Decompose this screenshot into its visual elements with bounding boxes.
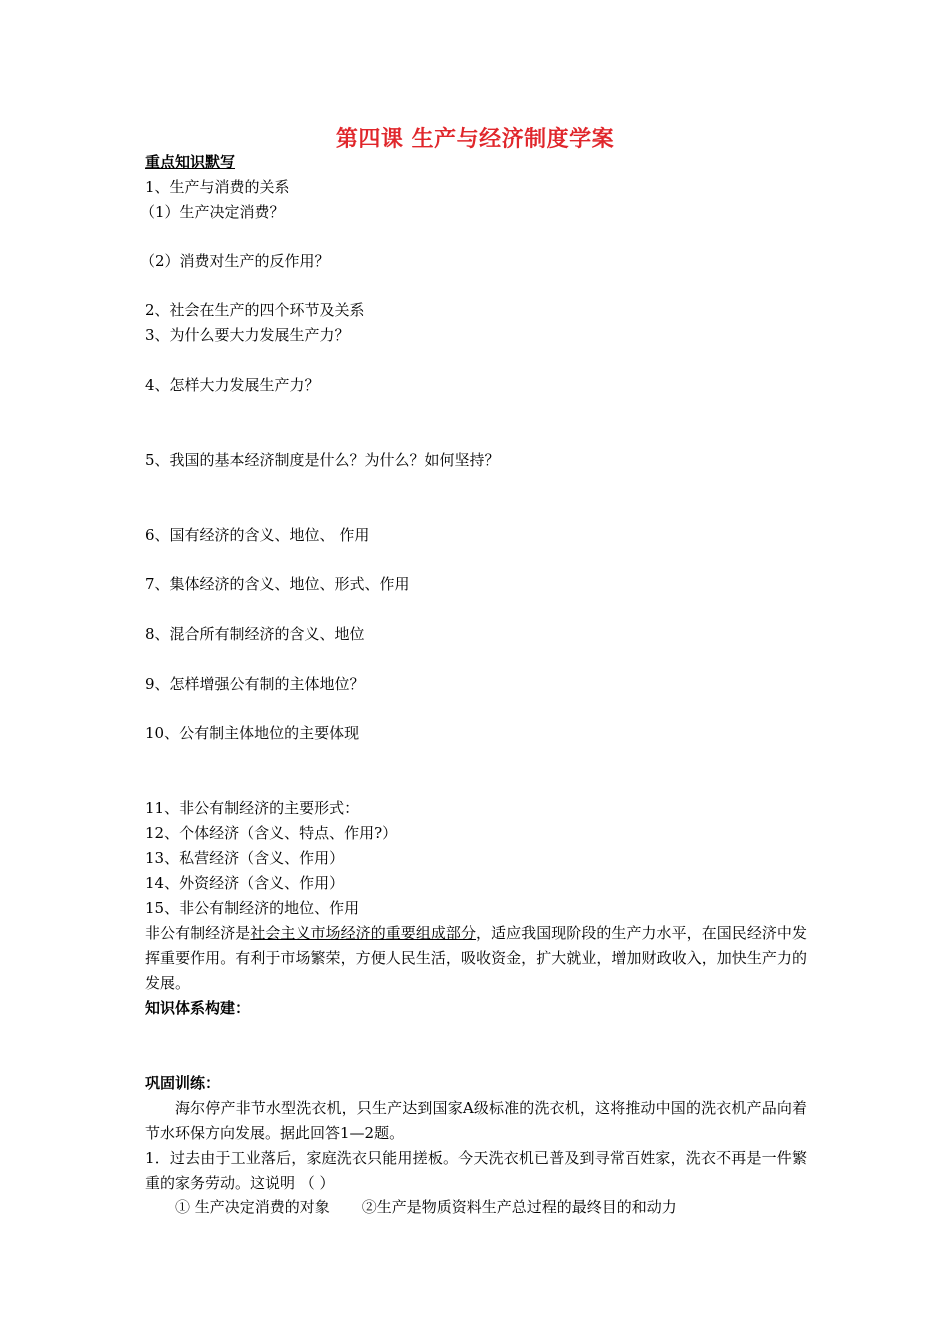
item-7: 7、集体经济的含义、地位、形式、作用	[145, 575, 410, 593]
question-1-options	[175, 1195, 677, 1220]
item-15: 15、非公有制经济的地位、作用	[145, 899, 360, 917]
item-3: 3、为什么要大力发展生产力？	[145, 326, 350, 344]
underlined-phrase: 社会主义市场经济的重要组成部分	[250, 924, 477, 942]
section-heading-knowledge-system: 知识体系构建：	[145, 999, 251, 1017]
item-5: 5、我国的基本经济制度是什么？为什么？如何坚持？	[145, 451, 500, 469]
item-13: 13、私营经济（含义、作用）	[145, 849, 345, 867]
section-heading-key-points: 重点知识默写	[145, 153, 236, 171]
item-1: 1、生产与消费的关系	[145, 178, 290, 196]
item-10: 10、公有制主体地位的主要体现	[145, 724, 360, 742]
item-4: 4、怎样大力发展生产力？	[145, 376, 320, 394]
item-12: 12、个体经济（含义、特点、作用?）	[145, 824, 398, 842]
item-6: 6、国有经济的含义、地位、 作用	[145, 526, 370, 544]
item-1-1: （1）生产决定消费？	[140, 203, 285, 221]
question-1: 1．过去由于工业落后，家庭洗衣只能用搓板。今天洗衣机已普及到寻常百姓家，洗衣不再是一件繁重的家务劳动。这说明 （ ）	[145, 1149, 807, 1192]
item-14: 14、外资经济（含义、作用）	[145, 874, 345, 892]
option-1: ① 生产决定消费的对象	[175, 1198, 330, 1216]
item-9: 9、怎样增强公有制的主体地位？	[145, 675, 365, 693]
practice-intro: 海尔停产非节水型洗衣机，只生产达到国家A级标准的洗衣机，这将推动中国的洗衣机产品向着节水环保方向发展。据此回答1—2题。	[145, 1099, 807, 1142]
paragraph-prefix: 非公有制经济是	[145, 924, 251, 942]
paragraph-suffix: ，适应我国现阶段的生产力水平，在国民经济中发挥重要作用。有利于市场繁荣，方便人民生活，吸收资金，扩大就业，增加财政收入，加快生产力的发展。	[145, 924, 807, 992]
nonpublic-economy-paragraph	[145, 921, 807, 996]
item-11: 11、非公有制经济的主要形式：	[145, 799, 360, 817]
option-2: ②生产是物质资料生产总过程的最终目的和动力	[361, 1198, 677, 1216]
page-title: 第四课 生产与经济制度学案	[335, 126, 615, 152]
item-2: 2、社会在生产的四个环节及关系	[145, 301, 365, 319]
item-8: 8、混合所有制经济的含义、地位	[145, 625, 365, 643]
item-1-2: （2）消费对生产的反作用？	[140, 252, 330, 270]
section-heading-practice: 巩固训练：	[145, 1074, 221, 1092]
